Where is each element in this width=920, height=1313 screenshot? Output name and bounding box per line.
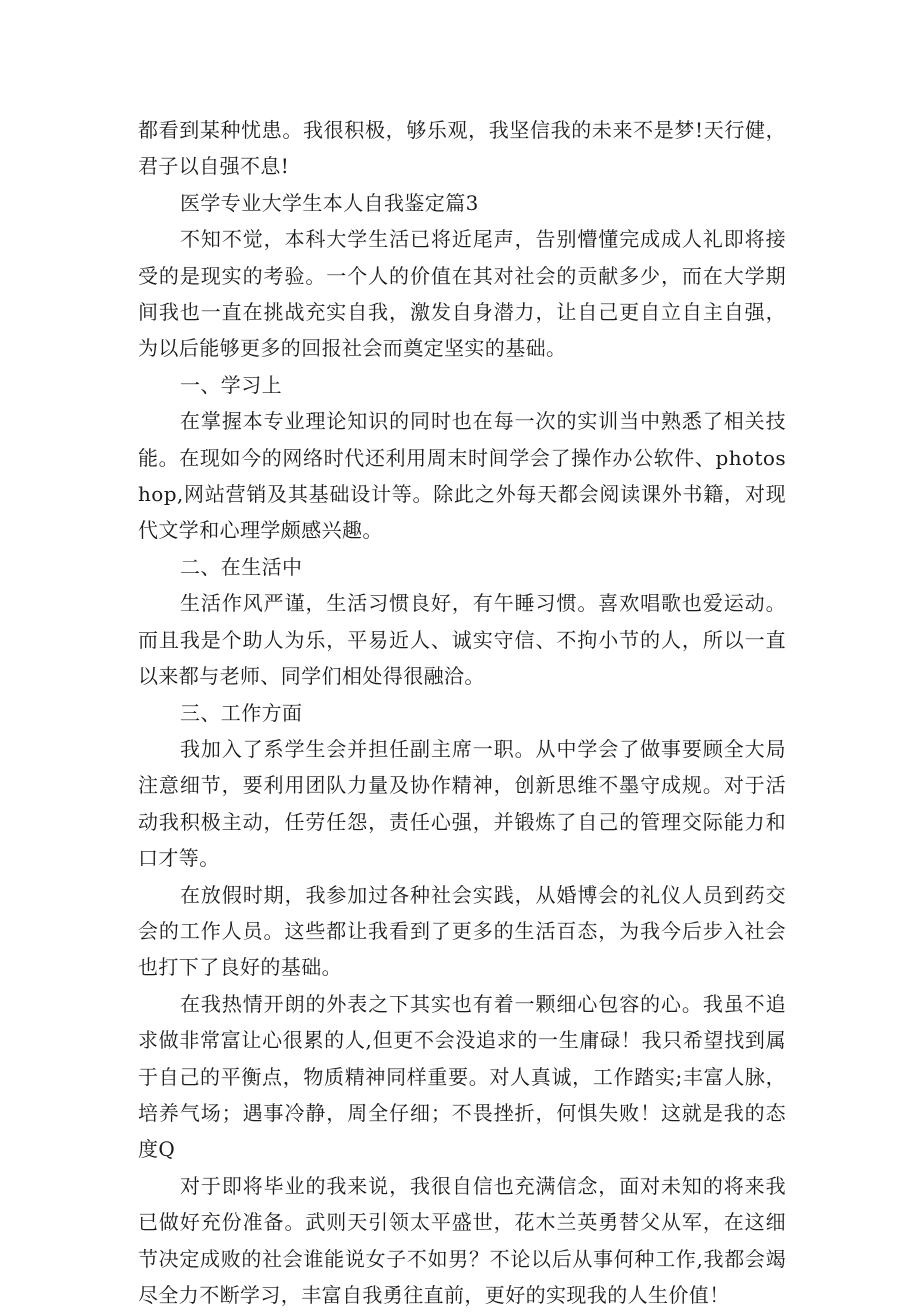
paragraph-practice: 在放假时期，我参加过各种社会实践，从婚博会的礼仪人员到药交会的工作人员。这些都让我看到了更多的生活百态，为我今后步入社会也打下了良好的基础。 — [138, 882, 786, 980]
heading-work: 三、工作方面 — [180, 700, 303, 725]
paragraph-attitude: 在我热情开朗的外表之下其实也有着一颗细心包容的心。我虽不追求做非常富让心很累的人,但更不会没追求的一生庸碌！我只希望找到属于自己的平衡点，物质精神同样重要。对人真诚，工作踏实;丰富人脉，培养气场；遇事冷静，周全仔细；不畏挫折，何惧失败！这就是我的态度Q — [138, 991, 786, 1162]
heading-life: 二、在生活中 — [180, 554, 303, 579]
paragraph-intro: 不知不觉，本科大学生活已将近尾声，告别懵懂完成成人礼即将接受的是现实的考验。一个人的价值在其对社会的贡献多少，而在大学期间我也一直在挑战充实自我，激发自身潜力，让自己更自立自主自强，为以后能够更多的回报社会而奠定坚实的基础。 — [138, 227, 786, 361]
section-title: 医学专业大学生本人自我鉴定篇3 — [180, 190, 479, 215]
paragraph-continuation: 都看到某种忧患。我很积极，够乐观，我坚信我的未来不是梦!天行健，君子以自强不息! — [138, 118, 786, 179]
paragraph-work: 我加入了系学生会并担任副主席一职。从中学会了做事要顾全大局注意细节，要利用团队力量及协作精神，创新思维不墨守成规。对于活动我积极主动，任劳任怨，责任心强，并锻炼了自己的管理交际能力和口才等。 — [138, 736, 786, 871]
paragraph-life: 生活作风严谨，生活习惯良好，有午睡习惯。喜欢唱歌也爱运动。而且我是个助人为乐，平易近人、诚实守信、不拘小节的人，所以一直以来都与老师、同学们相处得很融洽。 — [138, 591, 786, 689]
paragraph-study: 在掌握本专业理论知识的同时也在每一次的实训当中熟悉了相关技能。在现如今的网络时代还利用周末时间学会了操作办公软件、photoshop,网站营销及其基础设计等。除此之外每天都会阅读课外书籍，对现代文学和心理学颇感兴趣。 — [138, 409, 786, 543]
heading-study: 一、学习上 — [180, 372, 282, 397]
paragraph-conclusion: 对于即将毕业的我来说，我很自信也充满信念，面对未知的将来我已做好充份准备。武则天引领太平盛世，花木兰英勇替父从军，在这细节决定成败的社会谁能说女子不如男？不论以后从事何种工作,我都会竭尽全力不断学习，丰富自我勇往直前，更好的实现我的人生价值！ — [138, 1173, 786, 1307]
document-body — [138, 112, 786, 1313]
